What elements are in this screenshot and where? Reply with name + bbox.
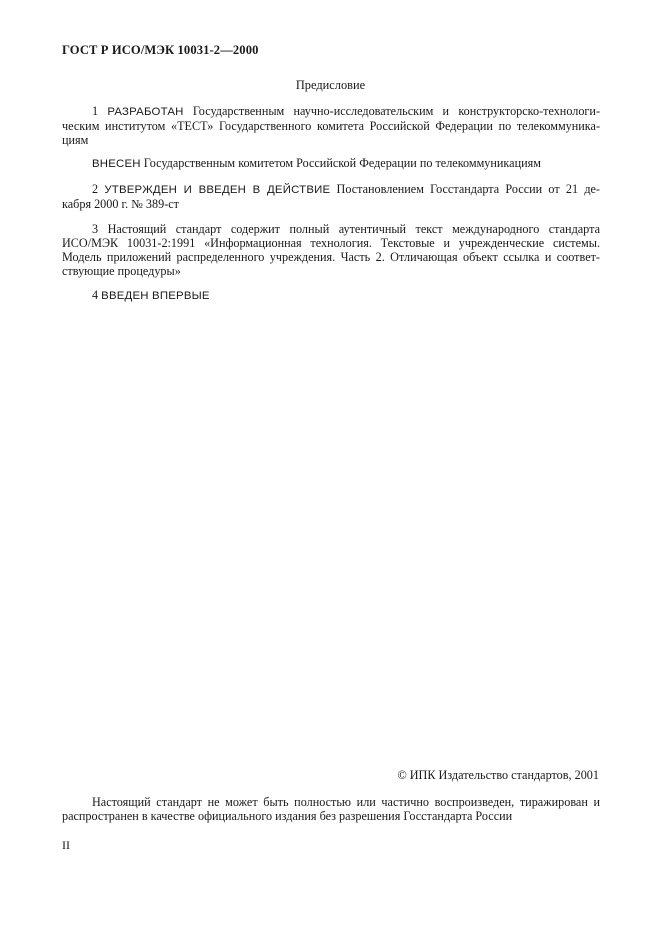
paragraph-line: 3 Настоящий стандарт содержит полный аутентичный текст международного стандарта bbox=[92, 222, 600, 236]
paragraph-line: кабря 2000 г. № 389-ст bbox=[62, 197, 179, 211]
page-number: II bbox=[62, 838, 70, 852]
paragraph-line bbox=[62, 182, 600, 197]
item-label: РАЗРАБОТАН bbox=[107, 106, 184, 118]
copyright-notice: © ИПК Издательство стандартов, 2001 bbox=[397, 768, 599, 782]
paragraph-line: ИСО/МЭК 10031-2:1991 «Информационная технология. Текстовые и учрежденческие системы. bbox=[62, 236, 600, 250]
paragraph-text: Государственным комитетом Российской Федерации по телекоммуникациям bbox=[143, 156, 541, 170]
paragraph-approved bbox=[62, 182, 600, 211]
item-label: ВНЕСЕН bbox=[92, 158, 141, 170]
paragraph-line bbox=[62, 156, 600, 171]
document-code-header: ГОСТ Р ИСО/МЭК 10031-2—2000 bbox=[62, 43, 259, 57]
paragraph-developed-by bbox=[62, 104, 600, 147]
section-title: Предисловие bbox=[295, 78, 366, 92]
paragraph-line: ческим институтом «ТЕСТ» Государственного комитета Российской Федерации по телекоммуника- bbox=[62, 119, 600, 133]
paragraph-text: Постановлением Госстандарта России от 21 де- bbox=[336, 182, 600, 196]
paragraph-line: Настоящий стандарт не может быть полностью или частично воспроизведен, тиражирован и bbox=[92, 795, 600, 809]
item-number: 2 bbox=[92, 182, 99, 196]
paragraph-line: циям bbox=[62, 133, 89, 147]
paragraph-line: Модель приложений распределенного учреждения. Часть 2. Отличающая объект ссылка и соответ- bbox=[62, 250, 600, 264]
paragraph-line bbox=[62, 104, 600, 119]
paragraph-first-introduced bbox=[62, 288, 600, 303]
item-number: 4 bbox=[92, 288, 99, 302]
paragraph-standard-content bbox=[62, 222, 600, 278]
paragraph-line: распространен в качестве официального издания без разрешения Госстандарта России bbox=[62, 809, 513, 823]
paragraph-line bbox=[62, 288, 600, 303]
paragraph-introduced-by bbox=[62, 156, 600, 171]
paragraph-line: ствующие процедуры» bbox=[62, 264, 181, 278]
paragraph-text: Государственным научно-исследовательским и конструкторско-технологи- bbox=[192, 104, 601, 118]
item-label: УТВЕРЖДЕН И ВВЕДЕН В ДЕЙСТВИЕ bbox=[104, 184, 331, 196]
reproduction-notice bbox=[62, 795, 600, 823]
item-label: ВВЕДЕН ВПЕРВЫЕ bbox=[101, 290, 210, 302]
item-number: 1 bbox=[92, 104, 99, 118]
